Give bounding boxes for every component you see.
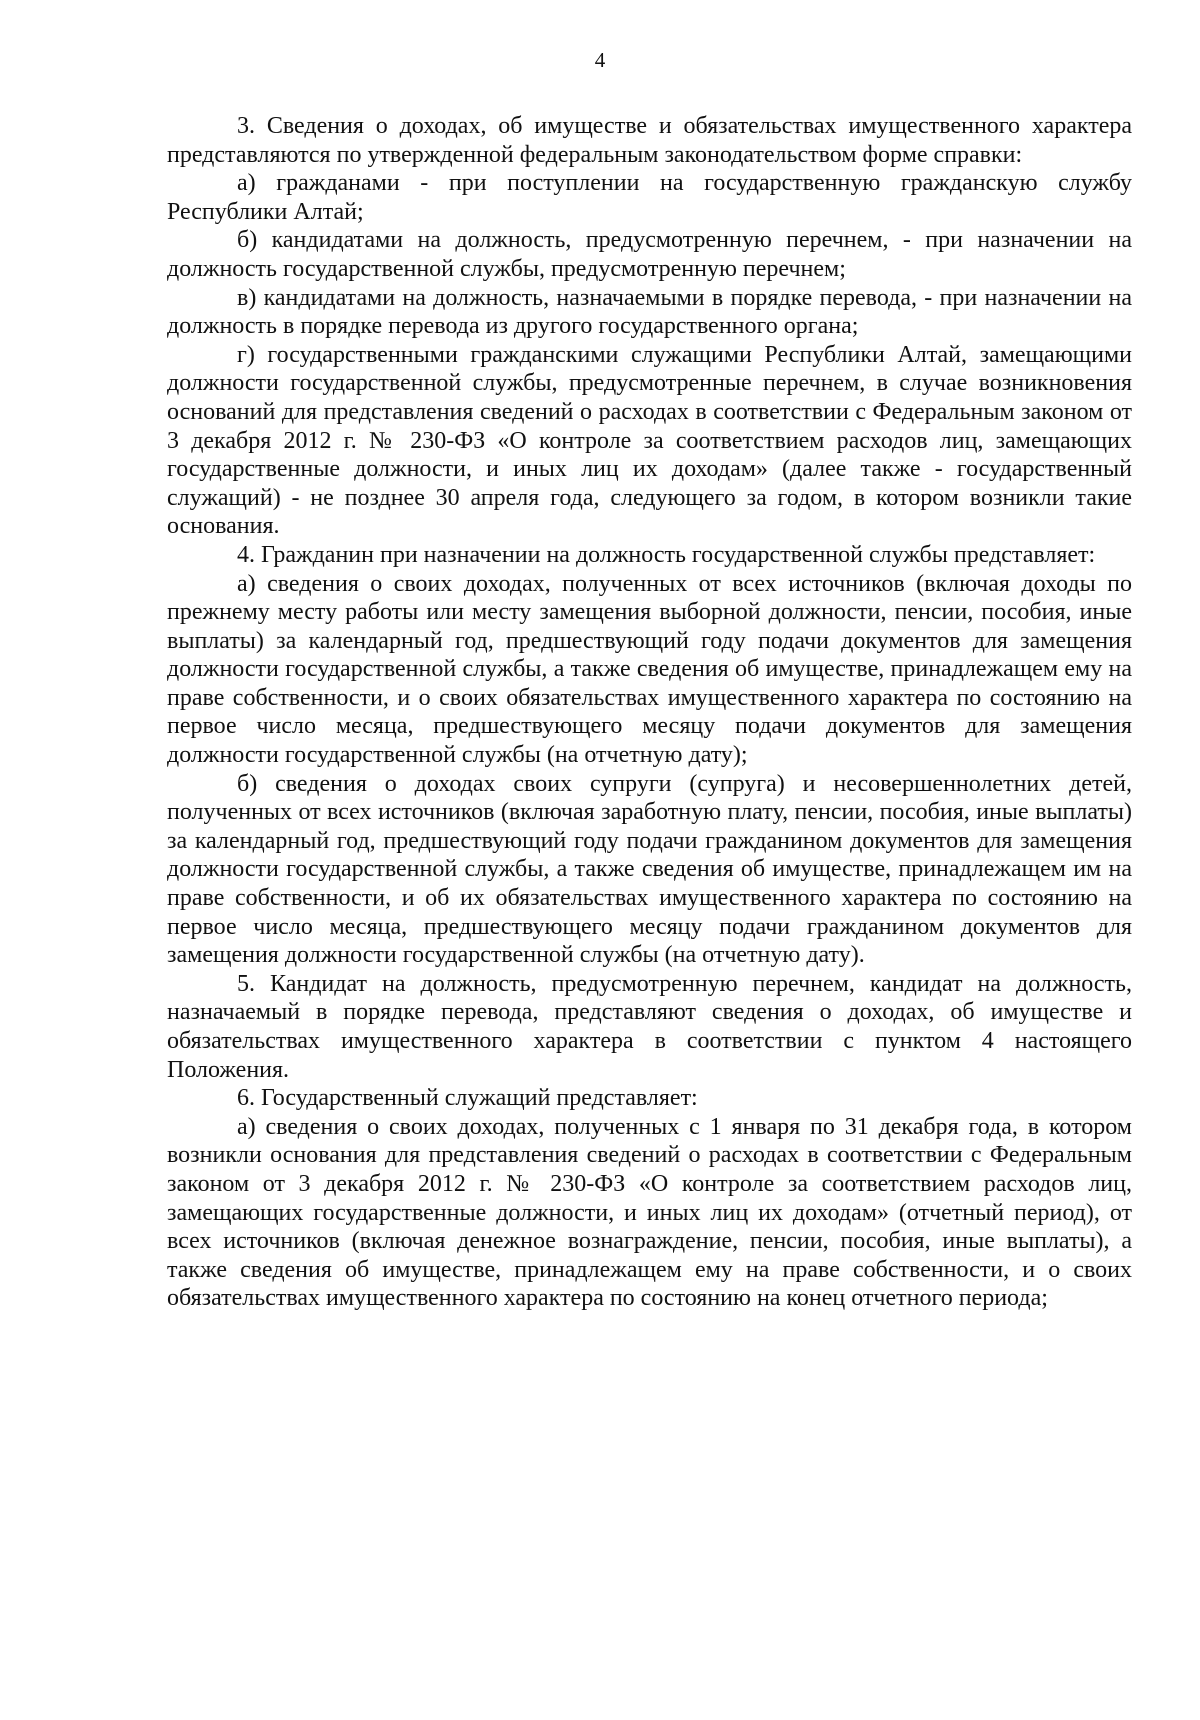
paragraph-5: 5. Кандидат на должность, предусмотренную перечнем, кандидат на должность, назначаемый в порядке перевода, представляют сведения о доходах, об имуществе и обязательствах имущественного характера в соответствии с пунктом 4 настоящего Положения. xyxy=(167,970,1132,1083)
paragraph-3b: б) кандидатами на должность, предусмотренную перечнем, - при назначении на должность государственной службы, предусмотренную перечнем; xyxy=(167,227,1132,282)
paragraph-3a: а) гражданами - при поступлении на государственную гражданскую службу Республики Алтай; xyxy=(167,170,1132,225)
paragraph-4-intro: 4. Гражданин при назначении на должность государственной службы представляет: xyxy=(237,541,1096,568)
paragraph-3g: г) государственными гражданскими служащими Республики Алтай, замещающими должности государственной службы, предусмотренные перечнем, в случае возникновения оснований для представления сведений о расходах в соответствии с Федеральным законом от 3 декабря 2012 г. № 230-ФЗ «О контроле за соответствием расходов лиц, замещающих государственные должности, и иных лиц их доходам» (далее также - государственный служащий) - не позднее 30 апреля года, следующего за годом, в котором возникли такие основания. xyxy=(167,341,1132,540)
paragraph-6a: а) сведения о своих доходах, полученных с 1 января по 31 декабря года, в котором возникли основания для представления сведений о расходах в соответствии с Федеральным законом от 3 декабря 2012 г. № 230-ФЗ «О контроле за соответствием расходов лиц, замещающих государственные должности, и иных лиц их доходам» (отчетный период), от всех источников (включая денежное вознаграждение, пенсии, пособия, иные выплаты), а также сведения об имуществе, принадлежащем ему на праве собственности, и о своих обязательствах имущественного характера по состоянию на конец отчетного периода; xyxy=(167,1113,1132,1312)
paragraph-3v: в) кандидатами на должность, назначаемыми в порядке перевода, - при назначении на должность в порядке перевода из другого государственного органа; xyxy=(167,284,1132,340)
paragraph-4b: б) сведения о доходах своих супруги (супруга) и несовершеннолетних детей, полученных от всех источников (включая заработную плату, пенсии, пособия, иные выплаты) за календарный год, предшествующий году подачи гражданином документов для замещения должности государственной службы, а также сведения об имуществе, принадлежащем им на праве собственности, и об их обязательствах имущественного характера по состоянию на первое число месяца, предшествующего месяцу подачи гражданином документов для замещения должности государственной службы (на отчетную дату). xyxy=(167,770,1132,969)
paragraph-3-intro: 3. Сведения о доходах, об имуществе и обязательствах имущественного характера представляются по утвержденной федеральным законодательством форме справки: xyxy=(167,113,1132,168)
page-number: 4 xyxy=(594,48,606,72)
paragraph-4a: а) сведения о своих доходах, полученных от всех источников (включая доходы по прежнему месту работы или месту замещения выборной должности, пенсии, пособия, иные выплаты) за календарный год, предшествующий году подачи документов для замещения должности государственной службы, а также сведения об имуществе, принадлежащем ему на праве собственности, и о своих обязательствах имущественного характера по состоянию на первое число месяца, предшествующего месяцу подачи документов для замещения должности государственной службы (на отчетную дату); xyxy=(167,570,1132,769)
paragraph-6-intro: 6. Государственный служащий представляет: xyxy=(237,1085,698,1112)
document-body xyxy=(167,112,1132,1313)
